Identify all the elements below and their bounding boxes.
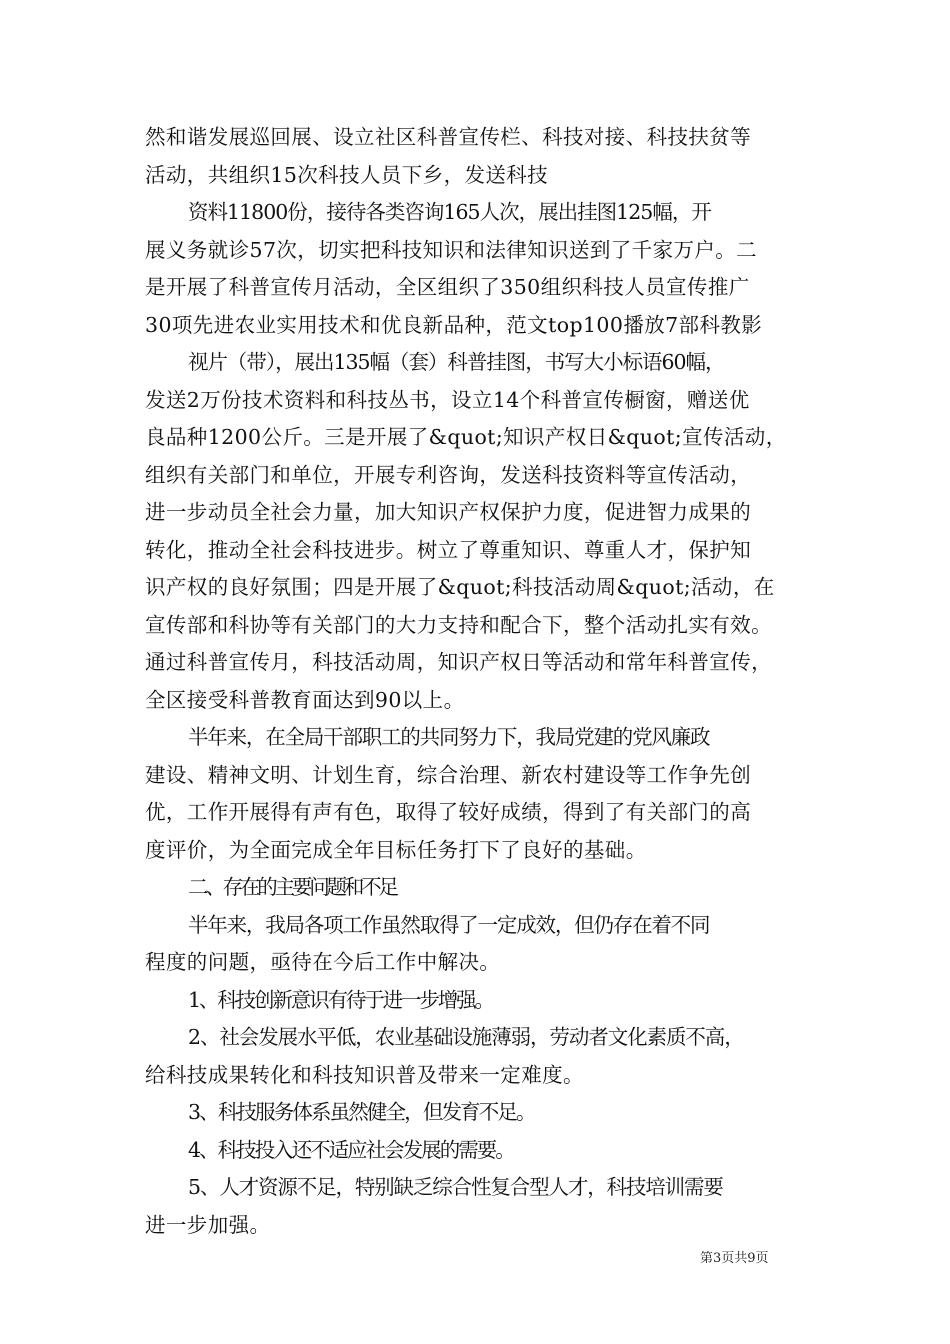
document-body — [145, 119, 825, 1244]
text-line: 3、科技服务体系虽然健全，但发育不足。 — [188, 1100, 535, 1124]
text-line: 视片（带），展出135幅（套）科普挂图，书写大小标语60幅， — [188, 350, 725, 374]
text-line: 二、存在的主要问题和不足 — [188, 875, 396, 899]
text-line: 展义务就诊57次，切实把科技知识和法律知识送到了千家万户。二 — [145, 237, 758, 262]
text-line: 半年来，我局各项工作虽然取得了一定成效，但仍存在着不同 — [188, 912, 710, 937]
text-line: 宣传部和科协等有关部门的大力支持和配合下，整个活动扎实有效。 — [145, 612, 772, 637]
text-line: 识产权的良好氛围；四是开展了&quot;科技活动周&quot;活动，在 — [145, 575, 775, 599]
text-line: 发送2万份技术资料和科技丛书，设立14个科普宣传橱窗，赠送优 — [145, 387, 750, 412]
page-number: 第3页共9页 — [700, 1251, 769, 1266]
text-line: 转化，推动全社会科技进步。树立了尊重知识、尊重人才，保护知 — [145, 537, 752, 562]
text-line: 进一步加强。 — [145, 1212, 271, 1237]
text-line: 1、科技创新意识有待于进一步增强。 — [188, 987, 493, 1012]
text-line: 资料11800份，接待各类咨询165人次，展出挂图125幅，开 — [188, 200, 711, 224]
text-line: 给科技成果转化和科技知识普及带来一定难度。 — [145, 1062, 584, 1087]
text-line: 程度的问题，亟待在今后工作中解决。 — [145, 950, 501, 974]
text-line: 30项先进农业实用技术和优良新品种，范文top100播放7部科教影 — [145, 312, 763, 337]
text-line: 组织有关部门和单位，开展专利咨询，发送科技资料等宣传活动， — [145, 462, 752, 487]
text-line: 2、社会发展水平低，农业基础设施薄弱，劳动者文化素质不高， — [188, 1025, 744, 1049]
text-line: 通过科普宣传月，科技活动周，知识产权日等活动和常年科普宣传， — [145, 650, 772, 674]
text-line: 半年来，在全局干部职工的共同努力下，我局党建的党风廉政 — [188, 725, 710, 749]
text-line: 度评价，为全面完成全年目标任务打下了良好的基础。 — [145, 837, 647, 862]
text-line: 活动，共组织15次科技人员下乡，发送科技 — [145, 162, 549, 187]
text-line: 4、科技投入还不适应社会发展的需要。 — [188, 1137, 514, 1162]
text-line: 全区接受科普教育面达到90以上。 — [145, 687, 465, 712]
text-line: 良品种1200公斤。三是开展了&quot;知识产权日&quot;宣传活动， — [145, 425, 787, 449]
text-line: 进一步动员全社会力量，加大知识产权保护力度，促进智力成果的 — [145, 500, 752, 524]
text-line: 优，工作开展得有声有色，取得了较好成绩，得到了有关部门的高 — [145, 800, 752, 824]
text-line: 建设、精神文明、计划生育，综合治理、新农村建设等工作争先创 — [145, 762, 752, 787]
text-line: 然和谐发展巡回展、设立社区科普宣传栏、科技对接、科技扶贫等 — [145, 125, 752, 149]
text-line: 是开展了科普宣传月活动，全区组织了350组织科技人员宣传推广 — [145, 275, 750, 299]
text-line: 5、人才资源不足，特别缺乏综合性复合型人才，科技培训需要 — [188, 1175, 723, 1199]
